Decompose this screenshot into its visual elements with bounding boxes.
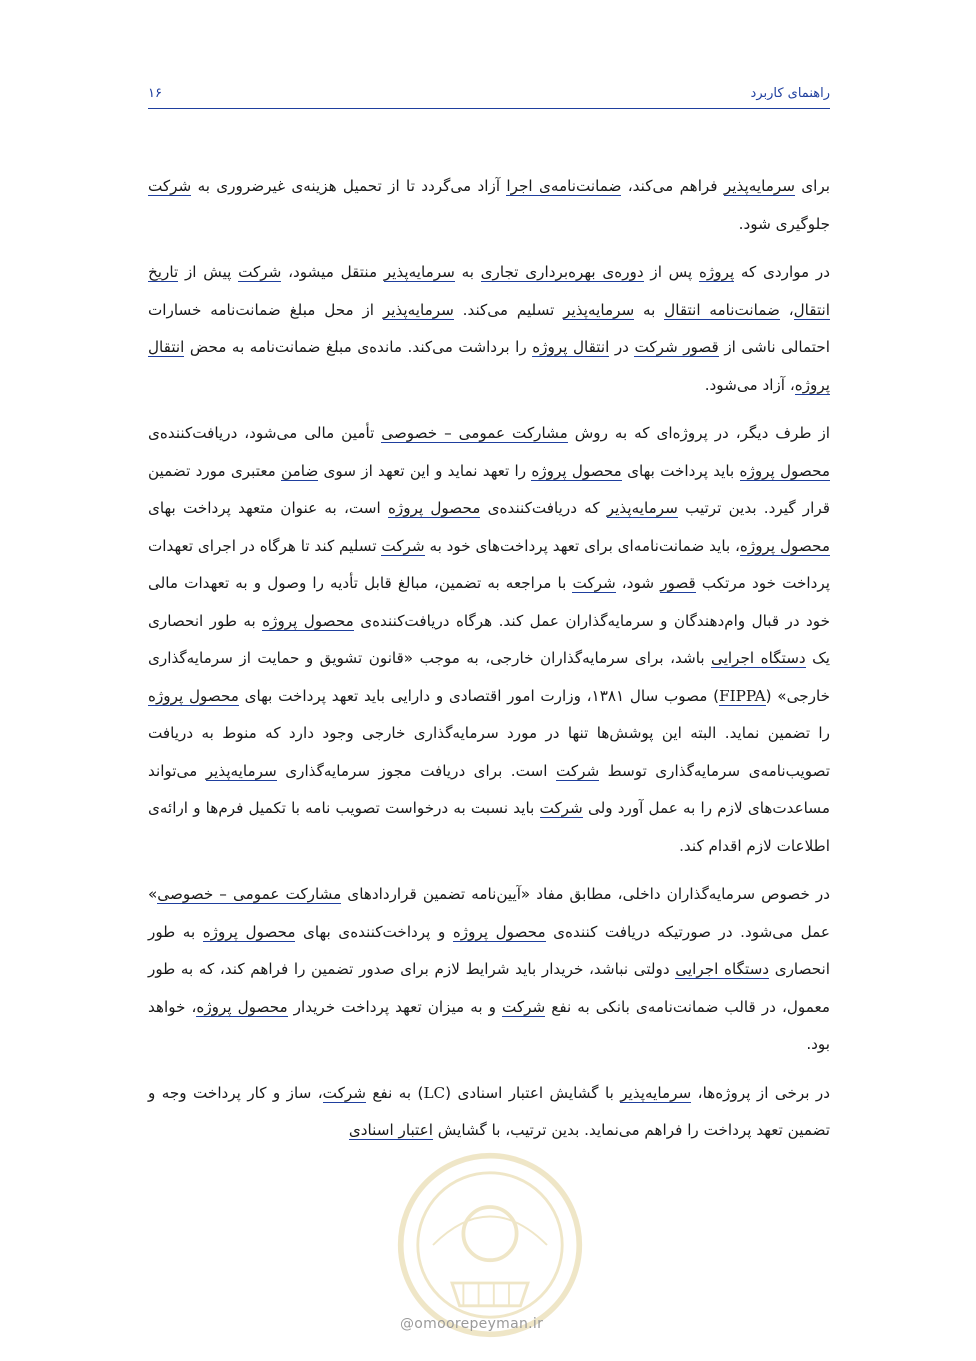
text-run: و پرداخت‌کننده‌ی بهای xyxy=(295,922,453,941)
text-run: ، خواهد بود. xyxy=(148,997,830,1053)
text-run: ، باید ضمانت‌نامه‌ای برای تعهد پرداخت‌های خود به xyxy=(424,536,740,555)
glossary-term-link[interactable]: شرکت xyxy=(148,177,192,195)
glossary-term-link[interactable]: شرکت xyxy=(381,536,425,555)
text-run: با گشایش اعتبار اسنادی ( xyxy=(445,1083,621,1102)
glossary-term-link[interactable]: سرمایه‌پذیر xyxy=(382,300,454,319)
text-run: به xyxy=(634,300,665,319)
glossary-term-link[interactable]: شرکت xyxy=(238,263,282,281)
text-run: در مواردی که xyxy=(734,263,831,281)
glossary-term-link[interactable]: انتقال پروژه xyxy=(148,338,830,394)
paragraph xyxy=(148,415,830,865)
text-run: باشد، برای سرمایه‌گذاران خارجی، به موجب «قانون تشویق و حمایت از سرمایه‌گذاری خارجی» ( xyxy=(148,649,830,705)
glossary-term-link[interactable]: محصول پروژه xyxy=(452,922,546,941)
glossary-term-link[interactable]: محصول پروژه xyxy=(531,461,622,480)
glossary-term-link[interactable]: شرکت xyxy=(539,799,583,817)
text-run: ) مصوب سال ۱۳۸۱، وزارت امور اقتصادی و دارایی باید تعهد پرداخت بهای xyxy=(238,686,720,705)
watermark-seal-icon xyxy=(395,1150,585,1340)
paragraph xyxy=(148,168,830,243)
text-run: به xyxy=(454,263,481,281)
glossary-term-link[interactable]: FIPPA xyxy=(719,686,766,705)
text-run: پیش از xyxy=(178,263,239,281)
text-run: است. برای دریافت مجوز سرمایه‌گذاری xyxy=(276,761,556,780)
text-run: ، آزاد می‌شود. xyxy=(704,375,795,394)
text-run: برای xyxy=(794,177,831,195)
glossary-term-link[interactable]: سرمایه‌پذیر xyxy=(620,1083,692,1102)
glossary-term-link[interactable]: شرکت xyxy=(572,574,616,592)
text-run: تأمین مالی می‌شود، دریافت‌کننده‌ی xyxy=(148,424,382,442)
text-run: منتقل میشود، xyxy=(281,263,384,281)
text-run: دولتی نباشد، خریدار باید شرایط لازم برای صدور تضمین را فراهم کند، که به طور معمول، در قالب ضمانت‌نامه‌ی بانکی به نفع xyxy=(148,960,830,1016)
glossary-term-link[interactable]: محصول پروژه xyxy=(387,499,481,517)
text-run: که دریافت‌کننده‌ی xyxy=(480,499,607,517)
text-run: شود، xyxy=(615,574,661,592)
glossary-term-link[interactable]: سرمایه‌پذیر xyxy=(205,761,277,780)
glossary-term-link[interactable]: محصول پروژه xyxy=(148,686,239,705)
text-run: فراهم می‌کند، xyxy=(621,177,724,195)
glossary-term-link[interactable]: محصول پروژه xyxy=(196,997,288,1016)
paragraph xyxy=(148,254,830,404)
text-run: تسلیم می‌کند. xyxy=(453,300,564,319)
text-run: باید پرداخت بهای xyxy=(621,461,740,480)
text-run: از طرف دیگر، در پروژه‌ای که به روش xyxy=(567,424,830,442)
text-run: را برداشت می‌کند. مانده‌ی مبلغ ضمانت‌نامه به محض xyxy=(184,338,533,356)
running-title: راهنمای کاربرد xyxy=(750,86,830,101)
watermark-site: @omoorepeyman.ir xyxy=(400,1316,544,1332)
glossary-term-link[interactable]: انتقال پروژه xyxy=(532,338,610,356)
text-run: آزاد می‌گردد تا از تحمیل هزینه‌ی غیرضروری به xyxy=(191,177,507,195)
glossary-term-link[interactable]: دستگاه اجرایی xyxy=(675,960,770,978)
page-header xyxy=(148,82,830,109)
text-run: پس از xyxy=(643,263,699,281)
text-run: تسلیم کند تا هرگاه در اجرای تعهدات پرداخت خود مرتکب xyxy=(148,536,830,592)
text-run: و به میزان تعهد پرداخت خریدار xyxy=(287,997,502,1016)
glossary-term-link[interactable]: قصور شرکت xyxy=(634,338,719,356)
glossary-term-link[interactable]: پروژه xyxy=(698,263,735,281)
glossary-term-link[interactable]: سرمایه‌پذیر xyxy=(563,300,635,319)
paragraph xyxy=(148,1075,830,1150)
text-run: را تعهد نماید و این تعهد از سوی xyxy=(318,461,532,480)
text-run: را تضمین نماید. البته این پوشش‌ها تنها در مورد سرمایه‌گذاری خارجی وجود دارد که منوط به دریافت تصویب‌نامه‌ی سرمایه‌گذاری توسط xyxy=(148,724,830,780)
glossary-term-link[interactable]: سرمایه‌پذیر xyxy=(383,263,455,281)
glossary-term-link[interactable]: ضامن xyxy=(281,461,319,480)
glossary-term-link[interactable]: سرمایه‌پذیر xyxy=(606,499,678,517)
glossary-term-link[interactable]: ضمانت‌نامه‌ی اجرا xyxy=(506,177,622,195)
text-run: ، ساز و کار پرداخت وجه و تضمین تعهد پرداخت را فراهم می‌نماید. بدین ترتیب، با گشایش xyxy=(148,1083,830,1139)
text-run: با مراجعه به تضمین، مبالغ قابل تأدیه را وصول و به تعهدات مالی خود در قبال وام‌دهندگان و سرمایه‌گذاران عمل کند. هرگاه دریافت‌کننده‌ی xyxy=(148,574,831,630)
glossary-term-link[interactable]: محصول پروژه xyxy=(202,922,296,941)
glossary-term-link[interactable]: شرکت xyxy=(322,1083,366,1102)
glossary-term-link[interactable]: محصول پروژه xyxy=(739,461,831,480)
text-run: است، به عنوان متعهد پرداخت بهای xyxy=(148,499,388,517)
text-run: » عمل می‌شود. در صورتیکه دریافت کننده‌ی xyxy=(148,885,830,941)
glossary-term-link[interactable]: دستگاه اجرایی xyxy=(711,649,806,667)
text-run: معتبری مورد تضمین قرار گیرد. بدین ترتیب xyxy=(148,461,830,517)
paragraph xyxy=(148,876,830,1064)
text-run: در xyxy=(609,338,635,356)
glossary-term-link[interactable]: تاریخ انتقال xyxy=(148,263,830,319)
text-run: جلوگیری شود. xyxy=(738,214,830,233)
text-run: در خصوص سرمایه‌گذاران داخلی، مطابق مفاد «آیین‌نامه تضمین قراردادهای xyxy=(341,885,830,903)
body-text xyxy=(148,168,830,1161)
glossary-term-link[interactable]: مشارکت عمومی – خصوصی xyxy=(157,885,342,903)
text-run: ، xyxy=(779,300,794,319)
glossary-term-link[interactable]: شرکت xyxy=(555,761,600,780)
glossary-term-link[interactable]: محصول پروژه xyxy=(739,536,830,555)
glossary-term-link[interactable]: ضمانت‌نامه انتقال xyxy=(664,300,780,319)
glossary-term-link[interactable]: شرکت xyxy=(502,997,546,1016)
glossary-term-link[interactable]: مشارکت عمومی – خصوصی xyxy=(381,424,568,442)
text-run: ) به نفع xyxy=(365,1083,424,1102)
glossary-term-link[interactable]: دوره‌ی بهره‌برداری تجاری xyxy=(480,263,644,281)
glossary-term-link[interactable]: قصور xyxy=(660,574,696,592)
text-run: در برخی از پروژه‌ها، xyxy=(691,1083,830,1102)
text-run: از محل مبلغ ضمانت‌نامه خسارات احتمالی ناشی از xyxy=(148,300,830,356)
glossary-term-link[interactable]: اعتبار اسنادی xyxy=(348,1121,433,1139)
text-run: می‌تواند مساعدت‌های لازم را به عمل آورد ولی xyxy=(148,761,830,817)
text-run: LC xyxy=(423,1083,446,1102)
glossary-term-link[interactable]: محصول پروژه xyxy=(262,611,354,630)
text-run: به طور انحصاری xyxy=(148,922,830,978)
glossary-term-link[interactable]: سرمایه‌پذیر xyxy=(723,177,795,195)
text-run: باید نسبت به درخواست تصویب نامه با تکمیل فرم‌ها و ارائه‌ی اطلاعات لازم اقدام کند. xyxy=(148,799,830,855)
page-number: ۱۶ xyxy=(148,86,162,101)
text-run: به طور انحصاری یک xyxy=(148,611,831,667)
